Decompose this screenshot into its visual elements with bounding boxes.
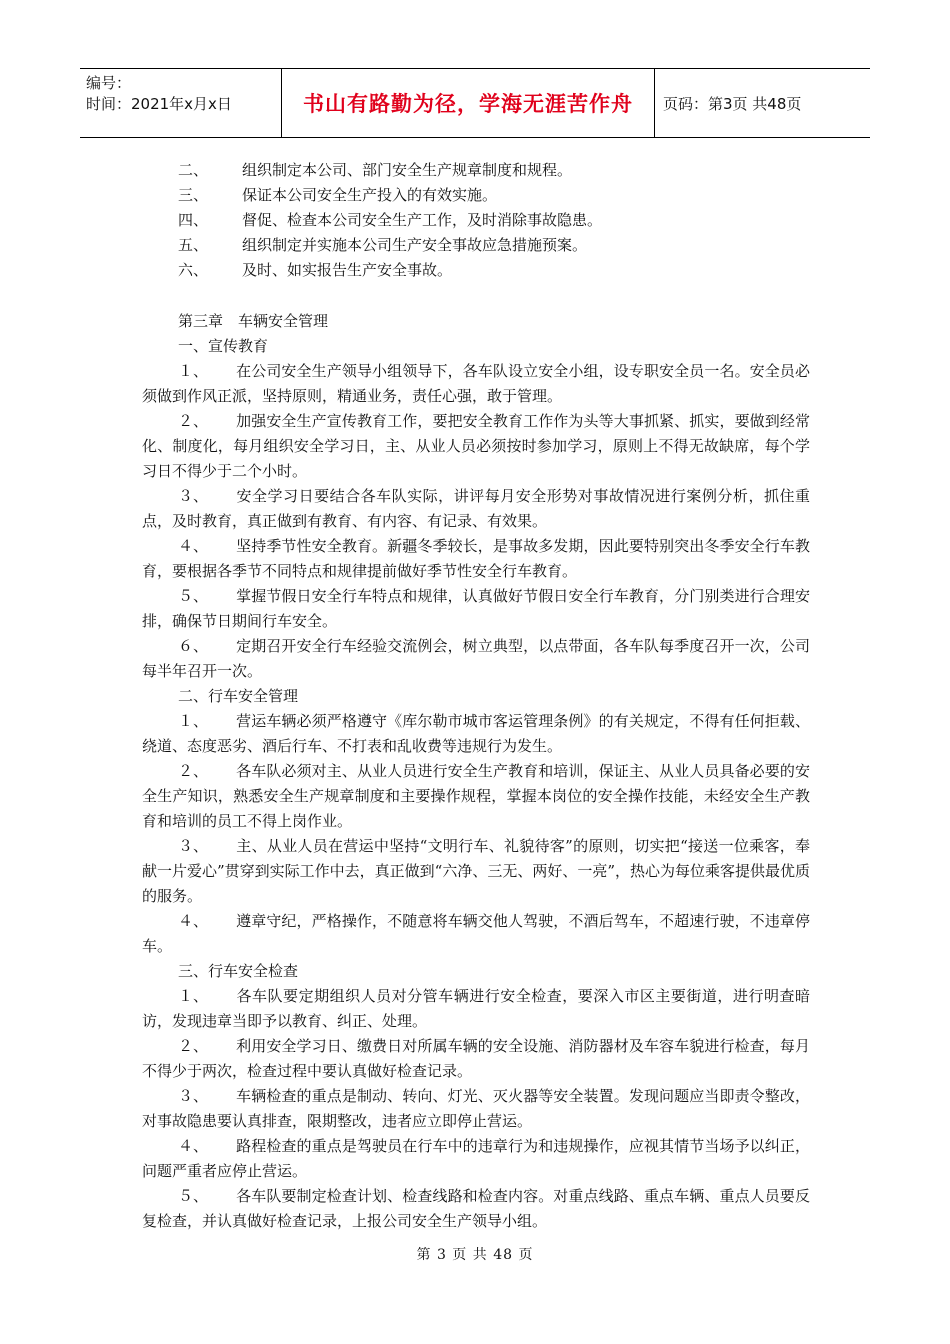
item-number: １、 [178, 362, 209, 380]
header-motto: 书山有路勤为径，学海无涯苦作舟 [303, 92, 633, 116]
item-text: 督促、检查本公司安全生产工作，及时消除事故隐患。 [242, 211, 603, 229]
item-number: ３、 [178, 487, 209, 505]
list-item [142, 1034, 810, 1084]
item-text: 掌握节假日安全行车特点和规律，认真做好节假日安全行车教育，分门别类进行合理安排，确保节日期间行车安全。 [142, 587, 810, 630]
item-number: 二、 [178, 161, 209, 179]
section-title: 二、行车安全管理 [178, 687, 299, 705]
item-number: 三、 [178, 186, 209, 204]
list-item [142, 584, 810, 634]
list-item [142, 909, 810, 959]
list-item [142, 258, 810, 283]
date-line: 时间：2021年x月x日 [86, 95, 232, 113]
list-item [142, 484, 810, 534]
list-item [142, 359, 810, 409]
item-number: ２、 [178, 1037, 209, 1055]
item-number: ３、 [178, 837, 209, 855]
item-text: 安全学习日要结合各车队实际，讲评每月安全形势对事故情况进行案例分析，抓住重点，及时教育，真正做到有教育、有内容、有记录、有效果。 [142, 487, 810, 530]
item-number: ６、 [178, 637, 209, 655]
item-number: ５、 [178, 1187, 209, 1205]
item-text: 主、从业人员在营运中坚持“文明行车、礼貌待客”的原则，切实把“接送一位乘客，奉献一片爱心”贯穿到实际工作中去，真正做到“六净、三无、两好、一亮”，热心为每位乘客提供最优质的服务。 [142, 837, 811, 905]
list-item [142, 158, 810, 183]
page-header [80, 68, 870, 138]
chapter-title: 第三章 车辆安全管理 [178, 312, 329, 330]
item-number: ２、 [178, 412, 209, 430]
item-text: 组织制定并实施本公司生产安全事故应急措施预案。 [242, 236, 588, 254]
item-number: 六、 [178, 261, 209, 279]
item-text: 组织制定本公司、部门安全生产规章制度和规程。 [242, 161, 573, 179]
item-number: 五、 [178, 236, 209, 254]
item-number: ４、 [178, 1137, 209, 1155]
item-number: 四、 [178, 211, 209, 229]
item-text: 坚持季节性安全教育。新疆冬季较长，是事故多发期，因此要特别突出冬季安全行车教育，要根据各季节不同特点和规律提前做好季节性安全行车教育。 [142, 537, 810, 580]
item-text: 营运车辆必须严格遵守《库尔勒市城市客运管理条例》的有关规定，不得有任何拒载、绕道、态度恶劣、酒后行车、不打表和乱收费等违规行为发生。 [142, 712, 810, 755]
item-text: 遵章守纪，严格操作，不随意将车辆交他人驾驶，不酒后驾车，不超速行驶，不违章停车。 [142, 912, 810, 955]
item-number: １、 [178, 712, 209, 730]
section-title: 三、行车安全检查 [178, 962, 299, 980]
list-item [142, 208, 810, 233]
document-body [142, 158, 810, 1234]
item-number: １、 [178, 987, 209, 1005]
header-page-info: 页码：第3页 共48页 [663, 94, 802, 113]
list-item [142, 534, 810, 584]
item-text: 及时、如实报告生产安全事故。 [242, 261, 453, 279]
item-number: ５、 [178, 587, 209, 605]
list-item [142, 709, 810, 759]
list-item [142, 233, 810, 258]
list-item [142, 1184, 810, 1234]
item-number: ２、 [178, 762, 209, 780]
page-footer: 第 3 页 共 48 页 [416, 1247, 534, 1263]
list-item [142, 183, 810, 208]
item-number: ４、 [178, 912, 209, 930]
list-item [142, 409, 810, 484]
header-motto-cell [282, 69, 655, 137]
item-text: 路程检查的重点是驾驶员在行车中的违章行为和违规操作，应视其情节当场予以纠正，问题严重者应停止营运。 [142, 1137, 810, 1180]
code-label: 编号： [86, 74, 132, 92]
item-text: 各车队要定期组织人员对分管车辆进行安全检查，要深入市区主要街道，进行明查暗访，发现违章当即予以教育、纠正、处理。 [142, 987, 810, 1030]
item-text: 利用安全学习日、缴费日对所属车辆的安全设施、消防器材及车容车貌进行检查，每月不得少于两次，检查过程中要认真做好检查记录。 [142, 1037, 810, 1080]
section-title: 一、宣传教育 [178, 337, 269, 355]
list-item [142, 834, 810, 909]
duties-list [142, 158, 810, 283]
item-number: ３、 [178, 1087, 209, 1105]
item-text: 车辆检查的重点是制动、转向、灯光、灭火器等安全装置。发现问题应当即责令整改，对事故隐患要认真排查，限期整改，违者应立即停止营运。 [142, 1087, 810, 1130]
item-text: 定期召开安全行车经验交流例会，树立典型，以点带面，各车队每季度召开一次，公司每半年召开一次。 [142, 637, 810, 680]
list-item [142, 634, 810, 684]
item-text: 加强安全生产宣传教育工作，要把安全教育工作作为头等大事抓紧、抓实，要做到经常化、制度化，每月组织安全学习日，主、从业人员必须按时参加学习，原则上不得无故缺席，每个学习日不得少于二个小时。 [142, 412, 810, 480]
item-number: ４、 [178, 537, 209, 555]
list-item [142, 1084, 810, 1134]
item-text: 在公司安全生产领导小组领导下，各车队设立安全小组，设专职安全员一名。安全员必须做到作风正派，坚持原则，精通业务，责任心强，敢于管理。 [142, 362, 810, 405]
item-text: 各车队要制定检查计划、检查线路和检查内容。对重点线路、重点车辆、重点人员要反复检查，并认真做好检查记录，上报公司安全生产领导小组。 [142, 1187, 810, 1230]
list-item [142, 1134, 810, 1184]
list-item [142, 759, 810, 834]
header-meta [80, 69, 282, 137]
spacer [142, 283, 810, 309]
item-text: 各车队必须对主、从业人员进行安全生产教育和培训，保证主、从业人员具备必要的安全生产知识，熟悉安全生产规章制度和主要操作规程，掌握本岗位的安全操作技能，未经安全生产教育和培训的员工不得上岗作业。 [142, 762, 810, 830]
item-text: 保证本公司安全生产投入的有效实施。 [242, 186, 498, 204]
list-item [142, 984, 810, 1034]
